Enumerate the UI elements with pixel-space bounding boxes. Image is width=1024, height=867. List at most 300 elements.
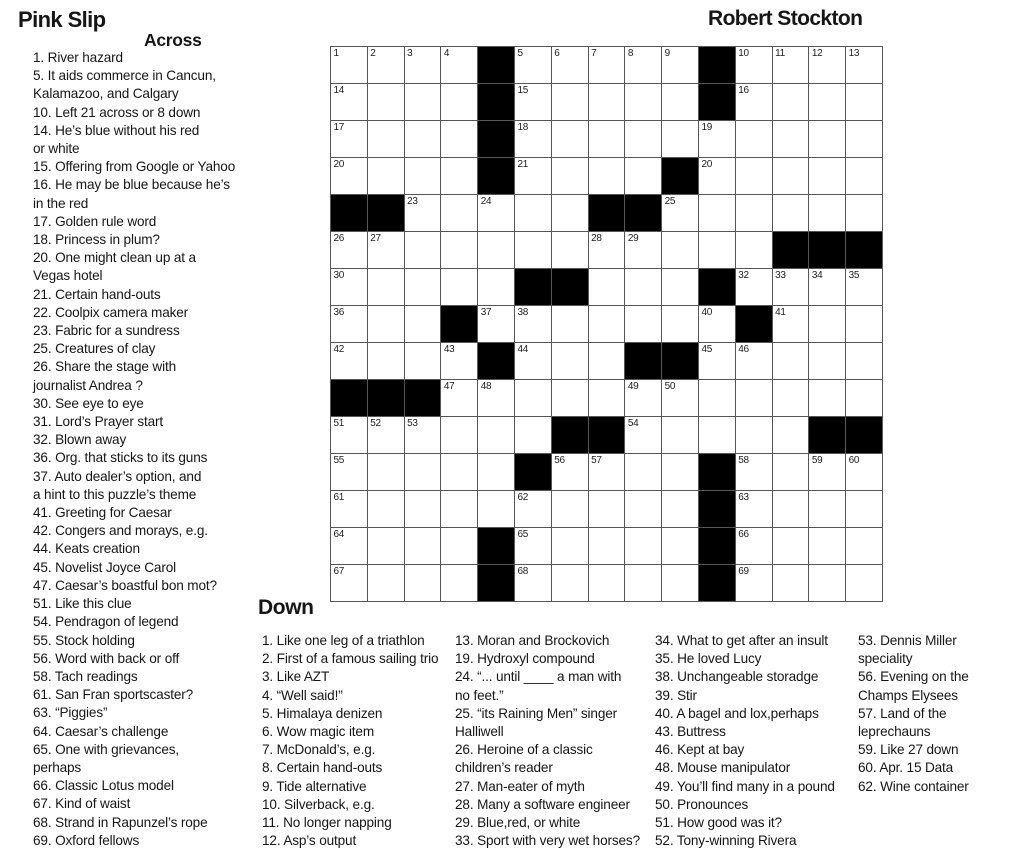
down-clue-line: 60. Apr. 15 Data bbox=[858, 760, 954, 776]
grid-black-cell bbox=[589, 417, 626, 454]
down-clue-line: 50. Pronounces bbox=[655, 796, 749, 812]
grid-cell bbox=[368, 454, 405, 491]
grid-cell bbox=[589, 380, 626, 417]
down-clue-line: 53. Dennis Miller bbox=[858, 633, 957, 648]
down-clue-column-3 bbox=[655, 632, 835, 850]
across-clue-line: 25. Creatures of clay bbox=[33, 341, 156, 357]
grid-cell bbox=[589, 343, 626, 380]
grid-cell bbox=[405, 454, 442, 491]
grid-cell bbox=[441, 491, 478, 528]
grid-black-cell bbox=[552, 417, 589, 454]
grid-cell bbox=[736, 565, 773, 602]
down-clue-line: 1. Like one leg of a triathlon bbox=[262, 633, 425, 648]
grid-cell-number: 27 bbox=[370, 233, 381, 244]
grid-cell bbox=[773, 306, 810, 343]
grid-cell bbox=[736, 269, 773, 306]
grid-cell bbox=[405, 417, 442, 454]
grid-cell bbox=[662, 195, 699, 232]
grid-cell bbox=[846, 121, 883, 158]
grid-cell-number: 44 bbox=[517, 344, 529, 355]
grid-cell-number: 13 bbox=[848, 48, 860, 59]
puzzle-author: Robert Stockton bbox=[708, 7, 863, 30]
grid-cell-number: 18 bbox=[517, 122, 529, 133]
grid-cell bbox=[589, 121, 626, 158]
across-clue-line: journalist Andrea ? bbox=[33, 377, 143, 393]
crossword-grid bbox=[330, 46, 883, 602]
across-clue-line: 37. Auto dealer’s option, and bbox=[33, 468, 202, 484]
grid-cell bbox=[773, 158, 810, 195]
grid-cell bbox=[441, 158, 478, 195]
grid-cell bbox=[589, 528, 626, 565]
grid-cell-number: 58 bbox=[738, 455, 749, 466]
grid-black-cell bbox=[478, 121, 515, 158]
grid-cell bbox=[368, 417, 405, 454]
across-heading: Across bbox=[144, 30, 202, 50]
grid-cell-number: 5 bbox=[517, 48, 523, 59]
grid-cell bbox=[736, 380, 773, 417]
grid-cell-number: 50 bbox=[664, 381, 676, 392]
grid-cell bbox=[662, 380, 699, 417]
grid-cell bbox=[515, 380, 552, 417]
grid-cell bbox=[515, 417, 552, 454]
grid-cell bbox=[589, 306, 626, 343]
down-clue-line: 48. Mouse manipulator bbox=[655, 760, 791, 776]
grid-cell bbox=[662, 232, 699, 269]
grid-cell bbox=[552, 47, 589, 84]
grid-cell bbox=[736, 195, 773, 232]
grid-cell-number: 15 bbox=[517, 85, 529, 96]
grid-black-cell bbox=[368, 380, 405, 417]
down-clue-line: 12. Asp’s output bbox=[262, 833, 357, 849]
down-clue-line: 56. Evening on the bbox=[858, 669, 969, 685]
grid-cell bbox=[552, 232, 589, 269]
grid-cell bbox=[736, 84, 773, 121]
grid-cell-number: 30 bbox=[333, 270, 345, 281]
grid-black-cell bbox=[478, 84, 515, 121]
grid-cell bbox=[405, 47, 442, 84]
grid-cell bbox=[589, 454, 626, 491]
grid-cell bbox=[441, 195, 478, 232]
grid-cell-number: 37 bbox=[480, 307, 492, 318]
grid-black-cell bbox=[736, 306, 773, 343]
grid-cell-number: 19 bbox=[701, 122, 712, 133]
grid-cell bbox=[589, 269, 626, 306]
grid-cell bbox=[773, 121, 810, 158]
grid-cell-number: 16 bbox=[738, 85, 749, 96]
down-clue-line: 39. Stir bbox=[655, 687, 697, 703]
grid-cell bbox=[331, 269, 368, 306]
grid-cell bbox=[736, 121, 773, 158]
grid-cell bbox=[773, 454, 810, 491]
grid-cell bbox=[773, 195, 810, 232]
grid-cell bbox=[846, 269, 883, 306]
grid-cell bbox=[662, 454, 699, 491]
grid-cell bbox=[589, 491, 626, 528]
grid-cell-number: 25 bbox=[664, 196, 676, 207]
grid-black-cell bbox=[368, 195, 405, 232]
grid-cell bbox=[441, 269, 478, 306]
grid-cell-number: 61 bbox=[333, 492, 345, 503]
grid-black-cell bbox=[515, 454, 552, 491]
grid-cell-number: 48 bbox=[480, 381, 492, 392]
down-clue-line: 59. Like 27 down bbox=[858, 742, 959, 758]
grid-black-cell bbox=[662, 343, 699, 380]
across-clue-line: 64. Caesar’s challenge bbox=[33, 723, 169, 739]
grid-black-cell bbox=[625, 195, 662, 232]
down-clue-line: 28. Many a software engineer bbox=[455, 796, 630, 812]
down-clue-column-1 bbox=[262, 632, 438, 850]
grid-cell bbox=[368, 121, 405, 158]
grid-cell bbox=[773, 491, 810, 528]
grid-cell-number: 64 bbox=[333, 529, 345, 540]
grid-cell bbox=[405, 195, 442, 232]
grid-cell-number: 51 bbox=[333, 418, 345, 429]
down-clue-column-4 bbox=[858, 632, 969, 796]
grid-cell bbox=[478, 380, 515, 417]
across-clue-line: 32. Blown away bbox=[33, 432, 127, 448]
down-clue-line: 52. Tony-winning Rivera bbox=[655, 833, 797, 849]
grid-cell bbox=[662, 306, 699, 343]
grid-cell bbox=[368, 565, 405, 602]
grid-cell bbox=[846, 491, 883, 528]
down-clue-line: 11. No longer napping bbox=[262, 815, 392, 831]
grid-cell bbox=[699, 121, 736, 158]
grid-black-cell bbox=[331, 195, 368, 232]
grid-cell bbox=[331, 121, 368, 158]
across-clue-line: 18. Princess in plum? bbox=[33, 232, 160, 248]
grid-cell bbox=[699, 232, 736, 269]
grid-cell bbox=[773, 343, 810, 380]
grid-cell bbox=[589, 232, 626, 269]
grid-cell-number: 38 bbox=[517, 307, 529, 318]
grid-cell bbox=[809, 195, 846, 232]
grid-cell bbox=[846, 528, 883, 565]
grid-cell bbox=[625, 232, 662, 269]
grid-cell bbox=[552, 195, 589, 232]
grid-cell bbox=[846, 380, 883, 417]
down-clue-line: 5. Himalaya denizen bbox=[262, 705, 383, 721]
grid-cell bbox=[441, 380, 478, 417]
grid-cell bbox=[515, 47, 552, 84]
grid-cell-number: 67 bbox=[333, 566, 345, 577]
grid-cell bbox=[625, 269, 662, 306]
down-clue-line: 26. Heroine of a classic bbox=[455, 742, 593, 758]
grid-cell-number: 43 bbox=[443, 344, 455, 355]
grid-cell bbox=[368, 528, 405, 565]
down-clue-line: children’s reader bbox=[455, 760, 553, 776]
grid-cell bbox=[552, 121, 589, 158]
grid-cell-number: 55 bbox=[333, 455, 345, 466]
across-clue-line: Vegas hotel bbox=[33, 268, 103, 284]
grid-cell bbox=[552, 565, 589, 602]
grid-black-cell bbox=[699, 84, 736, 121]
across-clue-line: 58. Tach readings bbox=[33, 668, 138, 684]
down-clue-line: 34. What to get after an insult bbox=[655, 633, 828, 648]
grid-cell bbox=[552, 343, 589, 380]
grid-cell bbox=[515, 528, 552, 565]
grid-cell bbox=[515, 158, 552, 195]
across-clue-line: Kalamazoo, and Calgary bbox=[33, 86, 179, 102]
grid-cell bbox=[625, 528, 662, 565]
across-clue-line: 14. He’s blue without his red bbox=[33, 122, 200, 138]
grid-cell bbox=[515, 306, 552, 343]
down-clue-line: 40. A bagel and lox,perhaps bbox=[655, 705, 819, 721]
down-clue-line: 35. He loved Lucy bbox=[655, 651, 762, 667]
grid-black-cell bbox=[699, 454, 736, 491]
grid-cell bbox=[846, 454, 883, 491]
grid-cell bbox=[589, 565, 626, 602]
grid-cell-number: 45 bbox=[701, 344, 712, 355]
down-clue-line: no feet.” bbox=[455, 687, 504, 703]
across-clue-line: 67. Kind of waist bbox=[33, 796, 131, 812]
grid-cell bbox=[625, 454, 662, 491]
grid-cell bbox=[625, 380, 662, 417]
across-clue-line: 63. “Piggies” bbox=[33, 705, 108, 721]
down-clue-line: 46. Kept at bay bbox=[655, 742, 745, 758]
grid-black-cell bbox=[478, 343, 515, 380]
grid-cell bbox=[736, 417, 773, 454]
grid-black-cell bbox=[662, 158, 699, 195]
grid-cell bbox=[331, 158, 368, 195]
grid-cell bbox=[736, 158, 773, 195]
grid-cell-number: 63 bbox=[738, 492, 749, 503]
grid-cell bbox=[368, 158, 405, 195]
grid-cell bbox=[478, 454, 515, 491]
grid-cell-number: 23 bbox=[407, 196, 418, 207]
grid-cell bbox=[515, 343, 552, 380]
grid-cell bbox=[699, 380, 736, 417]
across-clue-line: 15. Offering from Google or Yahoo bbox=[33, 159, 236, 175]
across-clue-line: 41. Greeting for Caesar bbox=[33, 505, 172, 521]
grid-cell bbox=[625, 84, 662, 121]
grid-cell bbox=[552, 306, 589, 343]
grid-cell bbox=[736, 47, 773, 84]
grid-black-cell bbox=[478, 528, 515, 565]
across-clue-line: 66. Classic Lotus model bbox=[33, 778, 174, 794]
grid-cell bbox=[809, 565, 846, 602]
grid-cell bbox=[736, 232, 773, 269]
grid-cell-number: 40 bbox=[701, 307, 712, 318]
grid-cell-number: 32 bbox=[738, 270, 749, 281]
grid-cell bbox=[515, 121, 552, 158]
grid-cell bbox=[478, 195, 515, 232]
grid-cell bbox=[699, 306, 736, 343]
grid-cell-number: 6 bbox=[554, 48, 560, 59]
grid-cell bbox=[368, 84, 405, 121]
down-clue-line: 51. How good was it? bbox=[655, 815, 782, 831]
across-clue-line: 69. Oxford fellows bbox=[33, 832, 140, 848]
grid-cell-number: 35 bbox=[848, 270, 860, 281]
grid-cell bbox=[809, 528, 846, 565]
grid-cell bbox=[515, 491, 552, 528]
grid-cell bbox=[552, 454, 589, 491]
across-clue-line: 55. Stock holding bbox=[33, 632, 135, 648]
grid-cell bbox=[662, 47, 699, 84]
grid-cell-number: 24 bbox=[480, 196, 492, 207]
across-clue-line: 31. Lord’s Prayer start bbox=[33, 414, 164, 430]
grid-cell bbox=[809, 158, 846, 195]
grid-cell bbox=[331, 306, 368, 343]
grid-cell bbox=[441, 528, 478, 565]
across-clue-line: 51. Like this clue bbox=[33, 596, 132, 612]
grid-cell bbox=[736, 491, 773, 528]
grid-cell-number: 65 bbox=[517, 529, 529, 540]
grid-cell-number: 49 bbox=[627, 381, 639, 392]
grid-cell bbox=[441, 84, 478, 121]
across-clue-line: 47. Caesar’s boastful bon mot? bbox=[33, 577, 217, 593]
grid-black-cell bbox=[809, 417, 846, 454]
grid-cell bbox=[809, 380, 846, 417]
grid-cell bbox=[405, 306, 442, 343]
grid-cell-number: 29 bbox=[627, 233, 639, 244]
grid-cell-number: 9 bbox=[664, 48, 670, 59]
grid-cell bbox=[331, 565, 368, 602]
grid-cell-number: 53 bbox=[407, 418, 418, 429]
across-clue-line: 54. Pendragon of legend bbox=[33, 614, 179, 630]
grid-cell bbox=[773, 565, 810, 602]
grid-cell bbox=[405, 269, 442, 306]
down-clue-line: 57. Land of the bbox=[858, 705, 947, 721]
down-clue-line: 49. You’ll find many in a pound bbox=[655, 778, 835, 794]
down-clue-line: Halliwell bbox=[455, 724, 504, 740]
down-clue-line: 27. Man-eater of myth bbox=[455, 778, 585, 794]
grid-cell-number: 52 bbox=[370, 418, 381, 429]
across-clue-line: 23. Fabric for a sundress bbox=[33, 323, 180, 339]
across-clue-list bbox=[33, 49, 235, 850]
grid-cell bbox=[736, 454, 773, 491]
down-heading: Down bbox=[258, 596, 314, 619]
grid-cell bbox=[625, 417, 662, 454]
down-clue-line: 38. Unchangeable storadge bbox=[655, 669, 819, 685]
grid-cell bbox=[846, 47, 883, 84]
grid-cell bbox=[478, 232, 515, 269]
grid-cell bbox=[699, 195, 736, 232]
grid-cell-number: 11 bbox=[775, 48, 785, 59]
across-clue-line: 42. Congers and morays, e.g. bbox=[33, 523, 208, 539]
across-clue-line: 22. Coolpix camera maker bbox=[33, 304, 189, 320]
grid-cell-number: 8 bbox=[627, 48, 634, 59]
grid-cell bbox=[662, 565, 699, 602]
grid-black-cell bbox=[552, 269, 589, 306]
grid-cell bbox=[331, 84, 368, 121]
grid-cell-number: 3 bbox=[407, 48, 413, 59]
grid-cell bbox=[405, 528, 442, 565]
grid-black-cell bbox=[331, 380, 368, 417]
grid-cell bbox=[662, 121, 699, 158]
grid-cell bbox=[699, 158, 736, 195]
grid-cell bbox=[405, 491, 442, 528]
grid-cell bbox=[478, 306, 515, 343]
grid-cell bbox=[552, 491, 589, 528]
grid-cell-number: 21 bbox=[517, 159, 529, 170]
grid-black-cell bbox=[699, 269, 736, 306]
grid-cell-number: 56 bbox=[554, 455, 565, 466]
across-clue-line: 65. One with grievances, bbox=[33, 741, 180, 757]
grid-cell bbox=[368, 47, 405, 84]
grid-cell bbox=[552, 380, 589, 417]
across-clue-line: 17. Golden rule word bbox=[33, 213, 157, 229]
grid-cell-number: 4 bbox=[443, 48, 450, 59]
grid-cell bbox=[405, 565, 442, 602]
grid-black-cell bbox=[846, 417, 883, 454]
grid-cell bbox=[662, 84, 699, 121]
grid-cell bbox=[478, 417, 515, 454]
down-clue-line: 19. Hydroxyl compound bbox=[455, 651, 595, 667]
grid-cell bbox=[441, 343, 478, 380]
grid-cell-number: 36 bbox=[333, 307, 345, 318]
grid-cell-number: 34 bbox=[811, 270, 823, 281]
grid-cell bbox=[625, 158, 662, 195]
grid-cell-number: 33 bbox=[775, 270, 786, 281]
down-clue-line: 9. Tide alternative bbox=[262, 778, 367, 794]
across-clue-line: or white bbox=[33, 141, 80, 157]
grid-black-cell bbox=[699, 528, 736, 565]
down-clue-line: 8. Certain hand-outs bbox=[262, 760, 383, 776]
grid-cell bbox=[589, 84, 626, 121]
grid-cell bbox=[515, 565, 552, 602]
grid-cell-number: 2 bbox=[370, 48, 376, 59]
across-clue-line: perhaps bbox=[33, 759, 82, 775]
grid-cell bbox=[368, 306, 405, 343]
grid-cell bbox=[809, 84, 846, 121]
grid-black-cell bbox=[478, 47, 515, 84]
grid-cell-number: 7 bbox=[591, 48, 597, 59]
grid-cell-number: 42 bbox=[333, 344, 345, 355]
grid-cell bbox=[331, 417, 368, 454]
across-clue-line: 10. Left 21 across or 8 down bbox=[33, 104, 201, 120]
grid-cell-number: 10 bbox=[738, 48, 749, 59]
down-clue-line: 4. “Well said!” bbox=[262, 687, 343, 703]
grid-cell bbox=[405, 343, 442, 380]
grid-cell-number: 14 bbox=[333, 85, 345, 96]
grid-cell bbox=[478, 491, 515, 528]
across-clue-line: 45. Novelist Joyce Carol bbox=[33, 559, 176, 575]
across-clue-line: 36. Org. that sticks to its guns bbox=[33, 450, 208, 466]
grid-cell bbox=[331, 491, 368, 528]
grid-black-cell bbox=[699, 47, 736, 84]
grid-cell bbox=[662, 417, 699, 454]
grid-cell-number: 68 bbox=[517, 566, 529, 577]
grid-cell bbox=[773, 417, 810, 454]
grid-cell bbox=[331, 454, 368, 491]
grid-cell bbox=[846, 565, 883, 602]
grid-cell bbox=[773, 528, 810, 565]
grid-cell bbox=[552, 528, 589, 565]
grid-cell bbox=[368, 269, 405, 306]
across-clue-line: 61. San Fran sportscaster? bbox=[33, 687, 194, 703]
grid-cell-number: 20 bbox=[701, 159, 712, 170]
grid-cell bbox=[405, 84, 442, 121]
down-clue-line: 29. Blue,red, or white bbox=[455, 815, 581, 831]
grid-cell-number: 62 bbox=[517, 492, 529, 503]
grid-cell-number: 28 bbox=[591, 233, 602, 244]
grid-cell bbox=[331, 343, 368, 380]
grid-cell bbox=[809, 121, 846, 158]
grid-cell bbox=[662, 528, 699, 565]
grid-cell bbox=[478, 269, 515, 306]
grid-cell bbox=[331, 232, 368, 269]
across-clue-line: 30. See eye to eye bbox=[33, 395, 144, 411]
down-clue-line: speciality bbox=[858, 651, 913, 667]
grid-cell-number: 46 bbox=[738, 344, 749, 355]
down-clue-column-2 bbox=[455, 632, 640, 850]
grid-black-cell bbox=[846, 232, 883, 269]
across-clue-line: 26. Share the stage with bbox=[33, 359, 177, 375]
grid-cell-number: 12 bbox=[811, 48, 823, 59]
grid-cell-number: 1 bbox=[333, 48, 339, 59]
grid-cell bbox=[699, 417, 736, 454]
down-clue-line: 13. Moran and Brockovich bbox=[455, 633, 610, 648]
